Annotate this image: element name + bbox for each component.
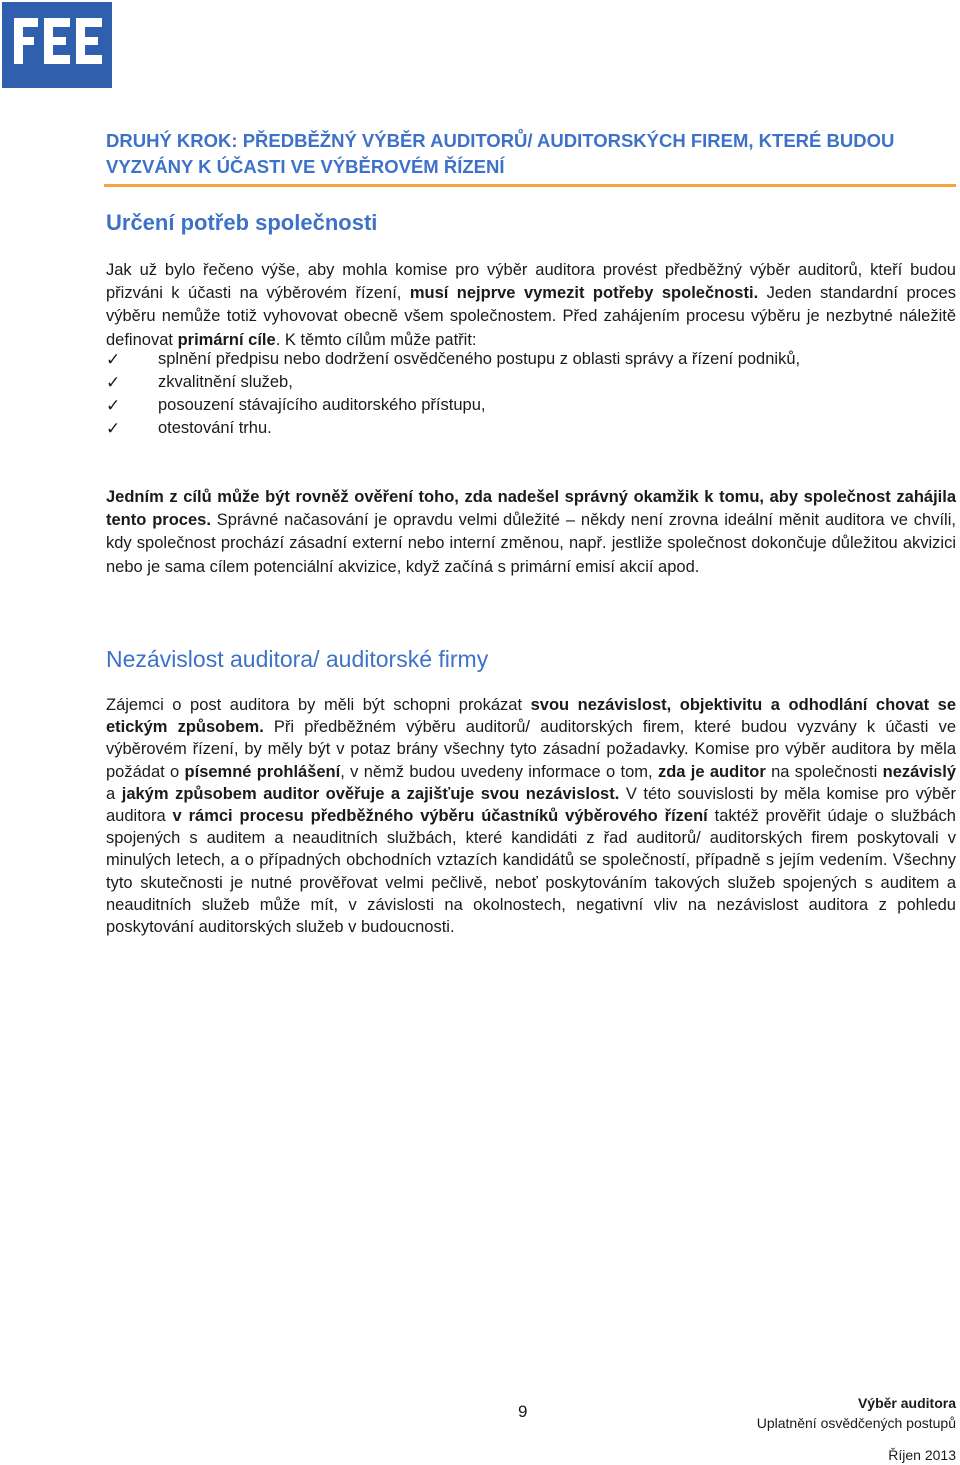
- bold-text-run: musí nejprve vymezit potřeby společnosti.: [409, 284, 759, 303]
- bold-text-run: primární cíle: [177, 330, 276, 349]
- bold-text-run: zda je auditor: [657, 762, 766, 781]
- bold-text-run: nezávislý: [882, 762, 956, 781]
- section1-timing-paragraph: [106, 486, 956, 579]
- text-run: a: [106, 784, 122, 803]
- text-run: V této souvislosti by měla komise pro výběr auditora: [106, 784, 956, 826]
- footer-doc-title: Výběr auditora: [857, 1395, 956, 1411]
- checklist-item: [106, 394, 956, 417]
- checkmark-icon: ✓: [106, 396, 121, 415]
- text-run: na společnosti: [765, 762, 883, 781]
- text-run: Jeden standardní proces výběru nemůže totiž vyhovovat obecně všem společnostem. Před zahájením procesu výběru je nezbytné náležitě definovat: [106, 284, 956, 349]
- checkmark-icon: ✓: [106, 419, 121, 438]
- footer-doc-subtitle: Uplatnění osvědčených postupů: [756, 1415, 956, 1431]
- page-heading: [106, 128, 956, 180]
- checklist-item-text: splnění předpisu nebo dodržení osvědčeného postupu z oblasti správy a řízení podniků,: [158, 350, 801, 368]
- checkmark-icon: ✓: [106, 350, 121, 369]
- section-title-auditor-independence: Nezávislost auditora/ auditorské firmy: [106, 646, 489, 672]
- bold-text-run: Jedním z cílů může být rovněž ověření toho, zda nadešel správný okamžik k tomu, aby společnost zahájila tento proces.: [106, 488, 956, 530]
- text-run: taktéž prověřit údaje o službách spojených s auditem a neauditních službách, které kandidáti z řad auditorů/ auditorských firem poskytovali v minulých letech, a o případných obchodních vztazích kandidátů se společností, případně s jejím vedením. Všechny tyto skutečnosti je nutné prověřovat velmi pečlivě, neboť poskytováním takových služeb spojených s auditem a neauditních služeb může mít, v závislosti na okolnostech, negativní vliv na nezávislost auditora z pohledu poskytování auditorských služeb v budoucnosti.: [106, 807, 956, 937]
- section2-independence-paragraph: [106, 694, 956, 938]
- goals-checklist: [106, 348, 956, 440]
- text-run: . K těmto cílům může patřit:: [275, 330, 477, 349]
- checklist-item-text: otestování trhu.: [158, 419, 272, 437]
- bold-text-run: písemné prohlášení: [184, 762, 341, 781]
- checklist-item-text: zkvalitnění služeb,: [158, 373, 293, 391]
- bold-text-run: jakým způsobem auditor ověřuje a zajišťuje svou nezávislost.: [121, 784, 620, 803]
- bold-text-run: svou nezávislost, objektivitu a odhodlání chovat se etickým způsobem.: [106, 696, 957, 737]
- footer-date: Říjen 2013: [888, 1447, 956, 1463]
- section1-intro-paragraph: [106, 259, 956, 352]
- heading-divider: [104, 184, 956, 187]
- page-heading-lead: DRUHÝ KROK: [106, 130, 232, 151]
- page-number: 9: [518, 1402, 528, 1421]
- checklist-item: [106, 417, 956, 440]
- section-title-company-needs: Určení potřeb společnosti: [106, 210, 378, 235]
- page-heading-rest: : PŘEDBĚŽNÝ VÝBĚR AUDITORŮ/ AUDITORSKÝCH FIREM, KTERÉ BUDOU VYZVÁNY K ÚČASTI VE VÝBĚROVÉM ŘÍZENÍ: [106, 130, 895, 177]
- text-run: Správné načasování je opravdu velmi důležité – někdy není zrovna ideální měnit auditora ve chvíli, kdy společnost prochází zásadní externí nebo interní změnou, např. jestliže společnost dokončuje důležitou akvizici nebo je sama cílem potenciální akvizice, když začíná s primární emisí akcií apod.: [106, 511, 956, 576]
- fee-logo-icon: [2, 2, 112, 88]
- bold-text-run: v rámci procesu předběžného výběru účastníků výběrového řízení: [172, 807, 708, 826]
- text-run: , v němž budou uvedeny informace o tom,: [340, 762, 658, 781]
- checklist-item-text: posouzení stávajícího auditorského přístupu,: [158, 396, 486, 414]
- checklist-item: [106, 348, 956, 371]
- text-run: Při předběžném výběru auditorů/ auditorských firem, které budou vyzvány k účasti ve výběrovém řízení, by měly být v potaz brány všechny tyto zásadní požadavky. Komise pro výběr auditora by měla požádat o: [106, 718, 956, 781]
- fee-logo: [2, 2, 112, 88]
- text-run: Zájemci o post auditora by měli být schopni prokázat: [106, 696, 531, 714]
- footer-doc-info: [757, 1393, 956, 1465]
- checkmark-icon: ✓: [106, 373, 121, 392]
- text-run: Jak už bylo řečeno výše, aby mohla komise pro výběr auditora provést předběžný výběr auditorů, kteří budou přizváni k účasti na výběrovém řízení,: [106, 261, 956, 303]
- checklist-item: [106, 371, 956, 394]
